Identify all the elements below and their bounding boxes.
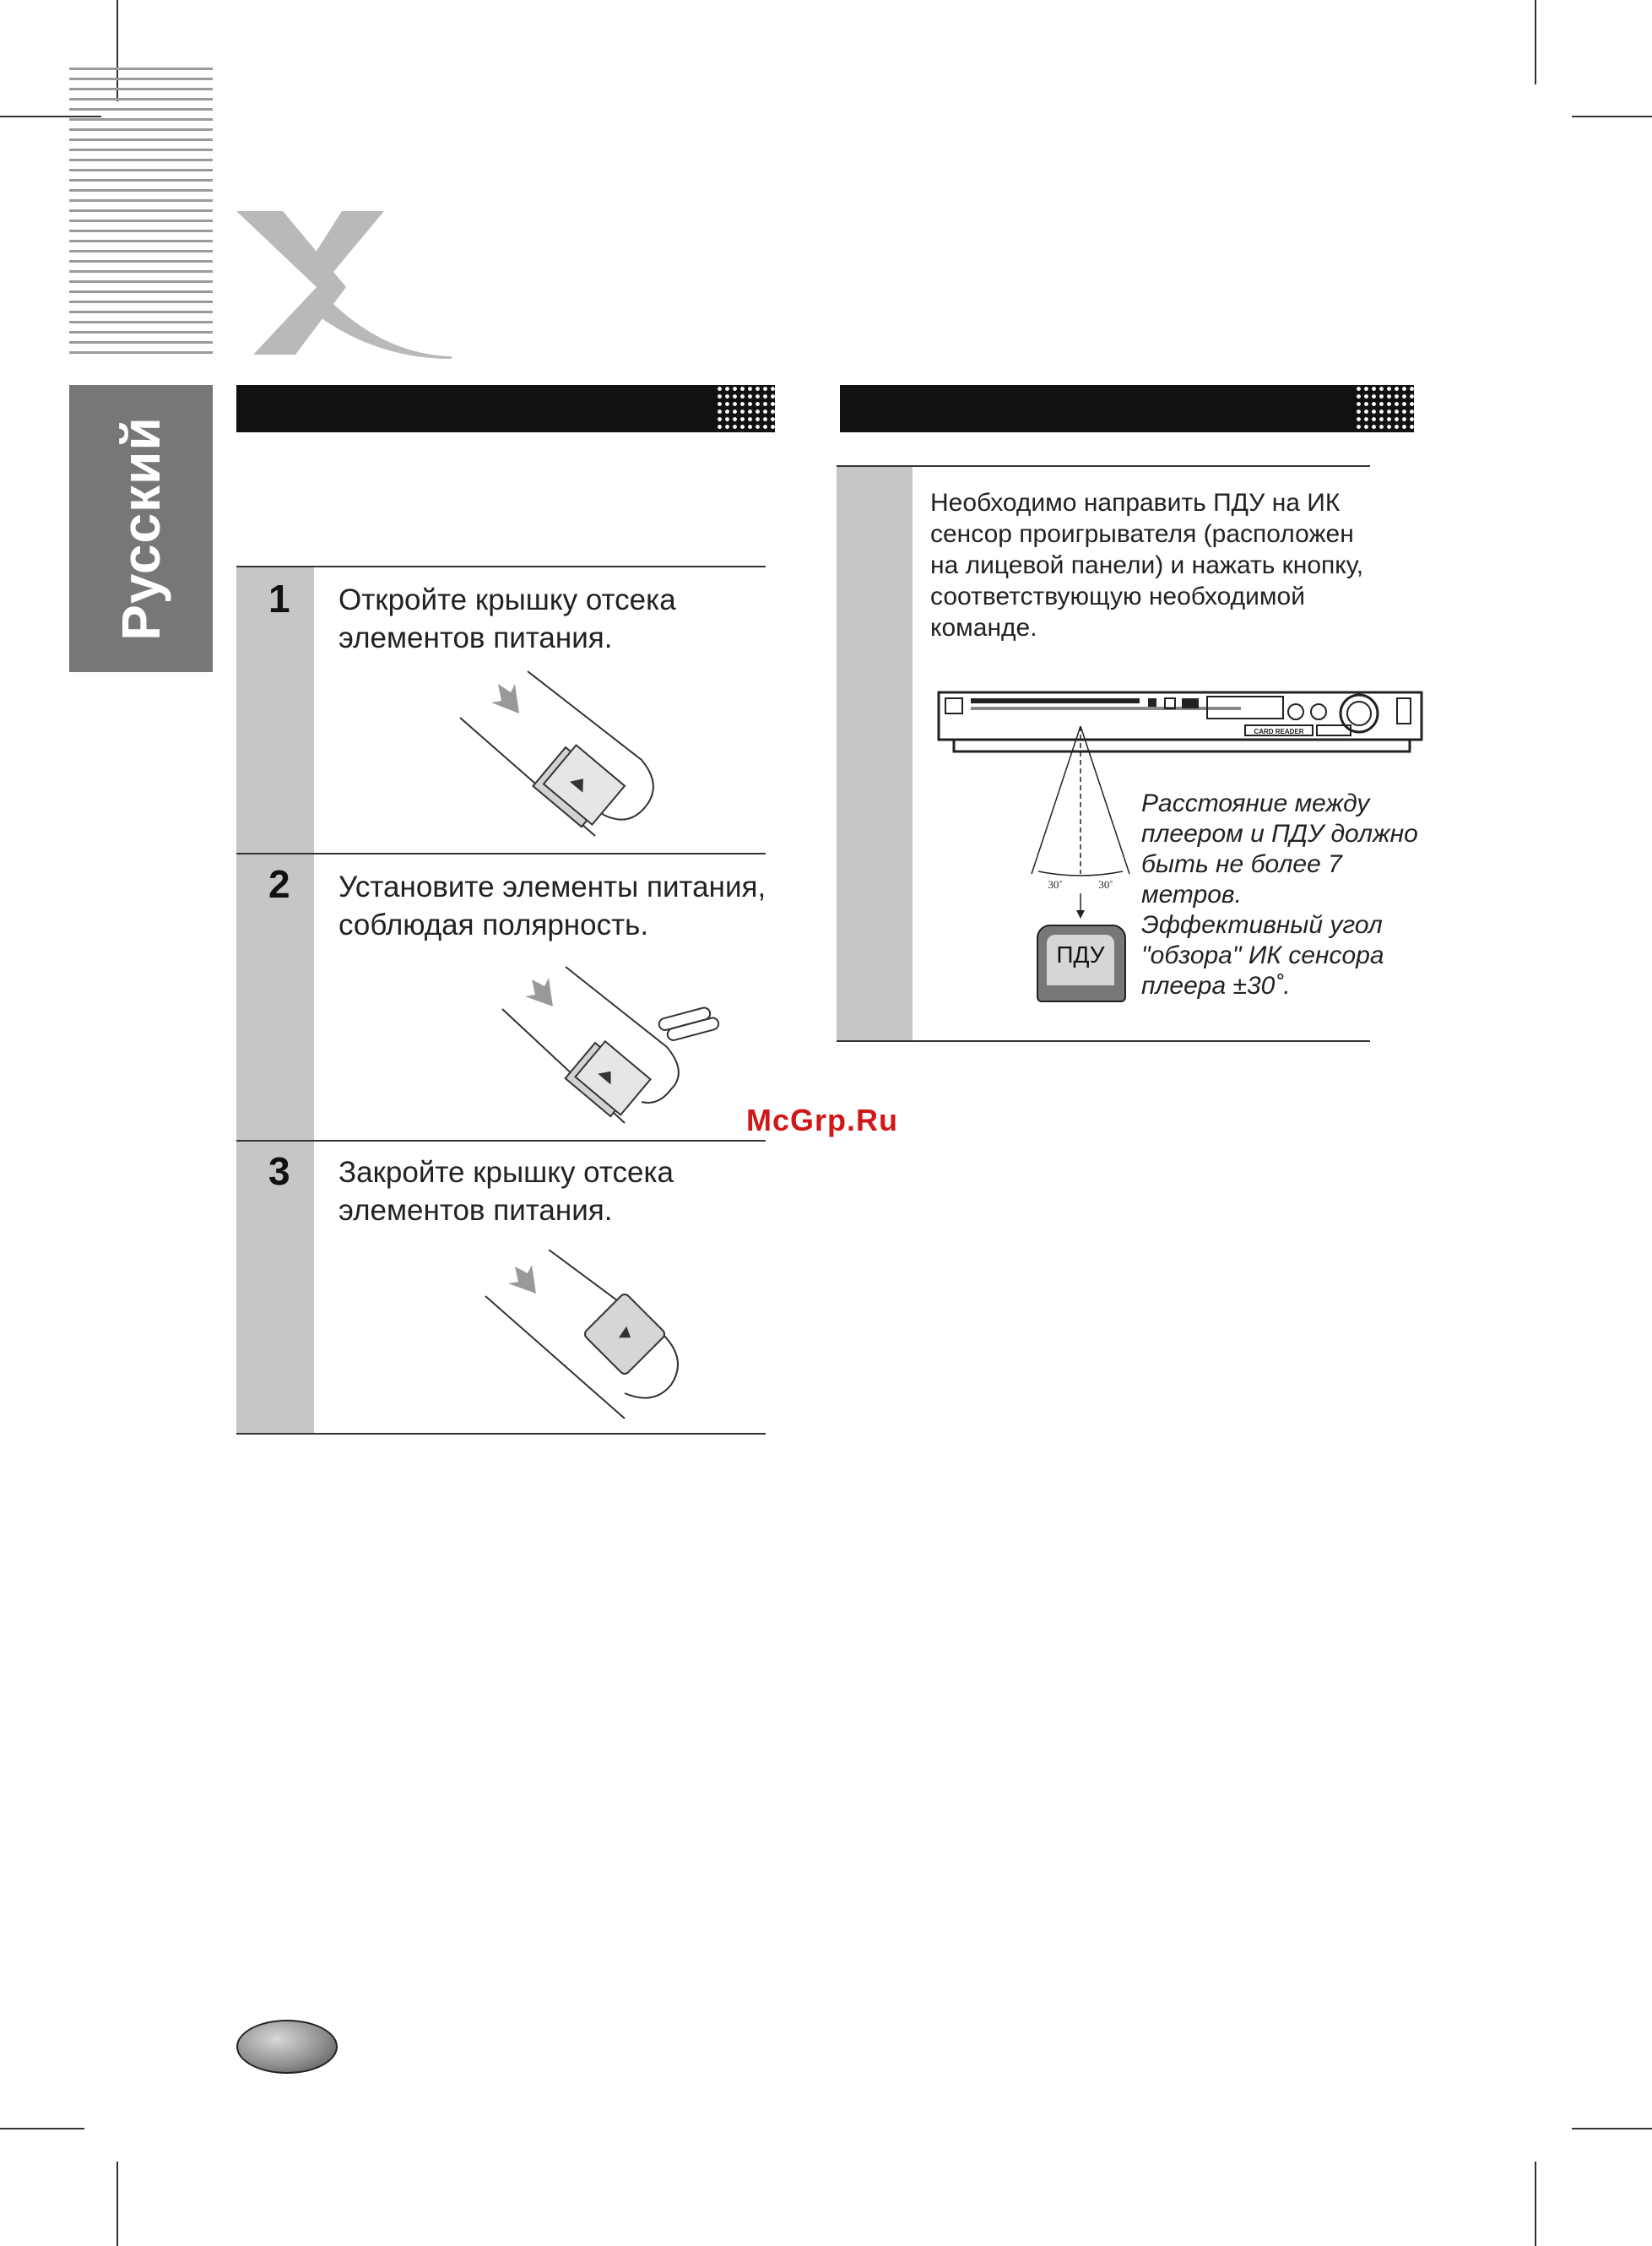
- crop-mark: [116, 2162, 118, 2246]
- step-number: 2: [268, 862, 290, 906]
- divider: [837, 1040, 1370, 1042]
- language-tab: [69, 385, 213, 672]
- player-front-panel-illustration: [937, 688, 1427, 764]
- crop-mark: [1535, 0, 1536, 84]
- remote-close-cover-illustration: [481, 1250, 701, 1427]
- divider: [236, 1140, 766, 1142]
- language-tab-label: Русский: [111, 416, 171, 641]
- step-number-column: [236, 567, 314, 1434]
- step-number: 1: [268, 577, 290, 621]
- page-number-badge: [236, 2020, 338, 2074]
- crop-mark: [116, 0, 118, 101]
- step-text: Установите элементы питания, соблюдая полярность.: [339, 871, 766, 941]
- remote-control-illustration: [1037, 925, 1126, 1002]
- angle-right-label: 30˚: [1098, 878, 1113, 891]
- remote-label-panel: [1047, 935, 1114, 985]
- card-reader-label: CARD READER: [1254, 728, 1304, 735]
- remote-label: ПДУ: [1056, 941, 1105, 968]
- section-header-bar: [840, 385, 1414, 432]
- step-number: 3: [268, 1149, 290, 1193]
- remote-insert-batteries-illustration: [490, 963, 734, 1136]
- divider: [837, 465, 1370, 467]
- crop-mark: [0, 2128, 84, 2129]
- step-text: Закройте крышку отсека элементов питания.: [339, 1156, 674, 1227]
- side-column: [837, 467, 913, 1041]
- crop-mark: [1572, 116, 1652, 117]
- step-text: Откройте крышку отсека элементов питания.: [339, 583, 676, 654]
- divider: [236, 853, 766, 854]
- remote-open-cover-illustration: [447, 667, 684, 853]
- crop-mark: [0, 116, 101, 117]
- angle-left-label: 30˚: [1048, 878, 1063, 891]
- crop-mark: [1535, 2162, 1536, 2246]
- crop-mark: [1572, 2128, 1652, 2129]
- remote-distance-note: Расстояние между плеером и ПДУ должно быть не более 7 метров. Эффективный угол "обзора" ИК сенсора плеера ±30˚.: [1141, 789, 1418, 1000]
- brand-logo-icon: [236, 211, 456, 359]
- divider: [236, 1433, 766, 1435]
- divider: [236, 566, 766, 567]
- section-header-bar: [236, 385, 775, 432]
- battery-icon: [658, 1006, 720, 1042]
- watermark: McGrp.Ru: [746, 1103, 899, 1137]
- remote-instruction-text: Необходимо направить ПДУ на ИК сенсор проигрывателя (расположен на лицевой панели) и нажать кнопку, соответствующую необходимой команде.: [930, 489, 1364, 642]
